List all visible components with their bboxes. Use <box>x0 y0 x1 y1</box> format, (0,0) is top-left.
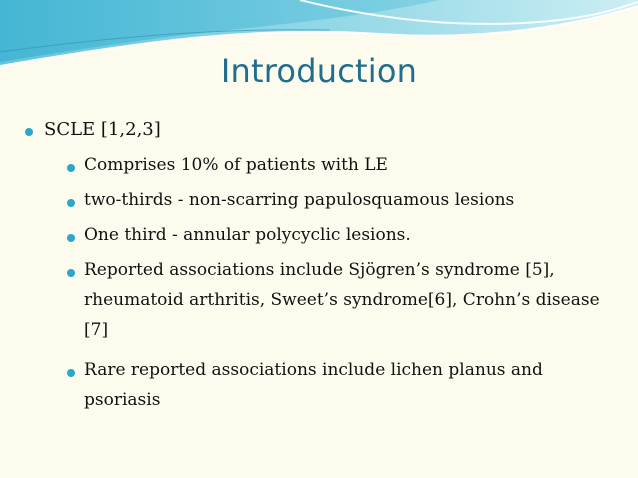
bullet-marker <box>25 128 33 136</box>
bullet-marker <box>67 234 75 242</box>
bullet-marker <box>67 269 75 277</box>
bullet-text-line: Rare reported associations include lichen planus and <box>84 360 543 380</box>
bullet-text-line: psoriasis <box>84 390 161 410</box>
bullet-text: two-thirds - non-scarring papulosquamous lesions <box>84 190 515 210</box>
bullet-marker <box>67 199 75 207</box>
slide-title: Introduction <box>220 52 418 90</box>
bullet-text-line: Reported associations include Sjögren’s syndrome [5], <box>84 260 555 280</box>
bullet-marker <box>67 164 75 172</box>
bullet-text: One third - annular polycyclic lesions. <box>84 225 411 245</box>
bullet-text-line: [7] <box>84 320 109 340</box>
bullet-text-line: rheumatoid arthritis, Sweet’s syndrome[6], Crohn’s disease <box>84 290 600 310</box>
bullet-text: Comprises 10% of patients with LE <box>84 155 388 175</box>
bullet-marker <box>67 369 75 377</box>
bullet-text: SCLE [1,2,3] <box>44 119 161 140</box>
